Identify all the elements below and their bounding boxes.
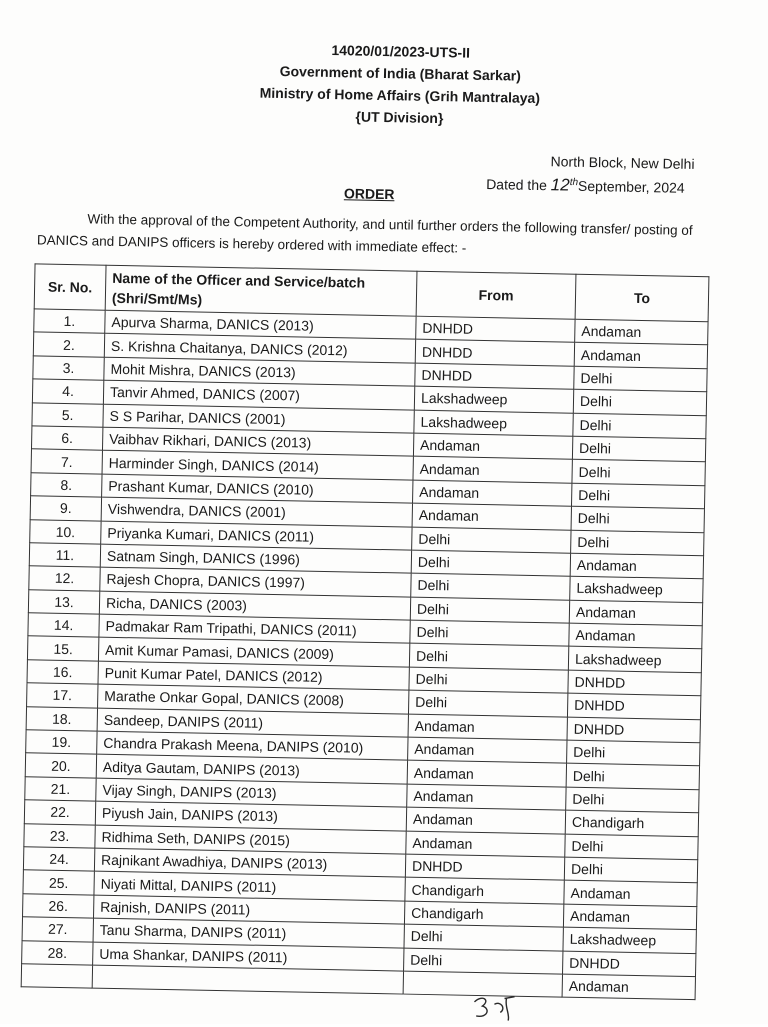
cell-to: Delhi	[572, 436, 705, 462]
cell-sr-no: 24.	[23, 847, 94, 872]
cell-to: Lakshadweep	[563, 927, 696, 953]
cell-from: Andaman	[413, 433, 572, 459]
cell-sr-no: 17.	[27, 683, 98, 708]
cell-officer-name: Chandra Prakash Meena, DANIPS (2010)	[97, 731, 408, 760]
cell-sr-no: 12.	[29, 566, 100, 591]
cell-from: Lakshadweep	[414, 386, 573, 412]
cell-sr-no: 3.	[33, 356, 104, 381]
order-title: ORDER	[343, 185, 395, 203]
cell-sr-no: 25.	[23, 870, 94, 895]
cell-officer-name: Amit Kumar Pamasi, DANICS (2009)	[98, 638, 409, 667]
cell-to: Delhi	[567, 740, 700, 766]
cell-to: Delhi	[571, 530, 704, 556]
cell-to: Andaman	[570, 553, 703, 579]
cell-from: DNHDD	[415, 340, 574, 366]
cell-to: Chandigarh	[565, 810, 698, 836]
cell-officer-name: Marathe Onkar Gopal, DANICS (2008)	[98, 684, 409, 713]
cell-officer-name: Tanu Sharma, DANIPS (2011)	[93, 918, 404, 947]
cell-to: Andaman	[574, 343, 707, 369]
document-content	[8, 0, 768, 996]
cell-to: DNHDD	[568, 670, 701, 696]
cell-to: Delhi	[564, 857, 697, 883]
cell-to: Lakshadweep	[568, 647, 701, 673]
date-suffix: th	[569, 176, 579, 189]
cell-to: DNHDD	[567, 693, 700, 719]
cell-sr-no: 15.	[27, 636, 98, 661]
cell-officer-name: Satnam Singh, DANICS (1996)	[100, 544, 411, 573]
cell-officer-name	[92, 965, 403, 994]
cell-to: Delhi	[571, 483, 704, 509]
cell-from: Delhi	[404, 924, 563, 950]
cell-officer-name: Mohit Mishra, DANICS (2013)	[104, 357, 415, 386]
cell-officer-name: Rajnikant Awadhiya, DANIPS (2013)	[94, 848, 405, 877]
cell-to: Delhi	[572, 460, 705, 486]
cell-from: Lakshadweep	[414, 410, 573, 436]
cell-sr-no: 22.	[24, 800, 95, 825]
cell-officer-name: Padmakar Ram Tripathi, DANICS (2011)	[99, 614, 410, 643]
transfer-table	[21, 263, 710, 1000]
document-header	[5, 33, 768, 136]
cell-officer-name: S. Krishna Chaitanya, DANICS (2012)	[104, 334, 415, 363]
cell-officer-name: Priyanka Kumari, DANICS (2011)	[101, 521, 412, 550]
cell-sr-no: 18.	[26, 706, 97, 731]
cell-to: DNHDD	[563, 951, 696, 977]
cell-sr-no: 14.	[28, 613, 99, 638]
cell-from: Andaman	[406, 831, 565, 857]
cell-from: Delhi	[408, 690, 567, 716]
cell-from: Delhi	[411, 550, 570, 576]
date-rest: September, 2024	[577, 177, 685, 196]
cell-sr-no: 13.	[28, 589, 99, 614]
header-name	[105, 265, 417, 316]
date-day: 12	[550, 175, 570, 195]
cell-from: Andaman	[413, 456, 572, 482]
cell-from: Delhi	[409, 667, 568, 693]
cell-from: DNHDD	[415, 363, 574, 389]
cell-officer-name: Piyush Jain, DANIPS (2013)	[95, 801, 406, 830]
cell-to: Delhi	[573, 413, 706, 439]
cell-officer-name: Sandeep, DANIPS (2011)	[97, 708, 408, 737]
date-prefix: Dated the	[486, 175, 548, 194]
ministry-name: Ministry of Home Affairs (Grih Mantralaya)	[259, 84, 541, 107]
cell-to: Andaman	[575, 319, 708, 345]
cell-from: DNHDD	[405, 854, 564, 880]
cell-officer-name: Uma Shankar, DANIPS (2011)	[93, 942, 404, 971]
cell-to: Andaman	[563, 904, 696, 930]
division-name: {UT Division}	[355, 108, 444, 127]
header-to: To	[575, 274, 709, 322]
cell-sr-no: 23.	[24, 823, 95, 848]
cell-from: Chandigarh	[404, 901, 563, 927]
cell-officer-name: S S Parihar, DANICS (2001)	[103, 404, 414, 433]
cell-sr-no: 7.	[31, 449, 102, 474]
cell-sr-no: 20.	[25, 753, 96, 778]
cell-sr-no: 21.	[25, 777, 96, 802]
date-line	[486, 174, 685, 198]
cell-from: Delhi	[404, 948, 563, 974]
cell-from: Delhi	[409, 644, 568, 670]
cell-to: Delhi	[571, 506, 704, 532]
cell-sr-no	[21, 964, 92, 989]
cell-to: Andaman	[564, 881, 697, 907]
cell-sr-no: 27.	[22, 917, 93, 942]
cell-to: Delhi	[566, 764, 699, 790]
cell-sr-no: 11.	[29, 543, 100, 568]
cell-from: Andaman	[406, 807, 565, 833]
cell-from: Delhi	[412, 527, 571, 553]
cell-sr-no: 19.	[26, 730, 97, 755]
cell-sr-no: 1.	[34, 309, 105, 334]
cell-officer-name: Tanvir Ahmed, DANICS (2007)	[103, 380, 414, 409]
cell-officer-name: Rajnish, DANIPS (2011)	[93, 895, 404, 924]
cell-sr-no: 2.	[33, 332, 104, 357]
cell-officer-name: Aditya Gautam, DANIPS (2013)	[96, 755, 407, 784]
cell-from: Andaman	[413, 480, 572, 506]
cell-sr-no: 8.	[31, 473, 102, 498]
intro-paragraph: With the approval of the Competent Authority, and until further orders the following transfer/ posting of DANICS and DANIPS officers is hereby ordered with immediate effect: -	[36, 211, 693, 256]
cell-from: Delhi	[411, 573, 570, 599]
cell-to: Andaman	[569, 600, 702, 626]
cell-officer-name: Apurva Sharma, DANICS (2013)	[105, 310, 416, 339]
cell-sr-no: 6.	[31, 426, 102, 451]
cell-to: Delhi	[565, 834, 698, 860]
initials-signature	[470, 992, 531, 1023]
header-name-sub: (Shri/Smt/Ms)	[111, 289, 203, 308]
cell-officer-name: Vijay Singh, DANIPS (2013)	[96, 778, 407, 807]
cell-officer-name: Punit Kumar Patel, DANICS (2012)	[98, 661, 409, 690]
cell-officer-name: Ridhima Seth, DANIPS (2015)	[95, 825, 406, 854]
cell-from: Andaman	[408, 714, 567, 740]
government-name: Government of India (Bharat Sarkar)	[279, 63, 521, 84]
header-from: From	[416, 271, 576, 319]
cell-from: Andaman	[408, 737, 567, 763]
place-line: North Block, New Delhi	[550, 153, 695, 172]
cell-officer-name: Rajesh Chopra, DANICS (1997)	[100, 567, 411, 596]
cell-officer-name: Harminder Singh, DANICS (2014)	[102, 451, 413, 480]
cell-officer-name: Vishwendra, DANICS (2001)	[101, 497, 412, 526]
file-number: 14020/01/2023-UTS-II	[331, 42, 471, 61]
cell-officer-name: Richa, DANICS (2003)	[99, 591, 410, 620]
cell-sr-no: 4.	[32, 379, 103, 404]
cell-to: DNHDD	[567, 717, 700, 743]
cell-from: Andaman	[412, 503, 571, 529]
cell-from: Andaman	[407, 761, 566, 787]
header-name-title: Name of the Officer and Service/batch	[112, 269, 366, 291]
cell-to: Lakshadweep	[570, 576, 703, 602]
cell-sr-no: 5.	[32, 402, 103, 427]
cell-officer-name: Prashant Kumar, DANICS (2010)	[102, 474, 413, 503]
cell-from: DNHDD	[416, 316, 575, 342]
cell-to: Delhi	[573, 389, 706, 415]
cell-sr-no: 26.	[23, 894, 94, 919]
cell-to: Delhi	[574, 366, 707, 392]
cell-to: Andaman	[569, 623, 702, 649]
cell-sr-no: 9.	[30, 496, 101, 521]
cell-from: Chandigarh	[405, 877, 564, 903]
cell-officer-name: Vaibhav Rikhari, DANICS (2013)	[102, 427, 413, 456]
cell-to: Delhi	[566, 787, 699, 813]
cell-sr-no: 16.	[27, 660, 98, 685]
table-body	[21, 309, 708, 1000]
cell-sr-no: 28.	[22, 940, 93, 965]
cell-from: Andaman	[407, 784, 566, 810]
cell-to: Andaman	[562, 974, 695, 1000]
cell-from: Delhi	[410, 620, 569, 646]
header-sr-no: Sr. No.	[34, 264, 106, 310]
cell-from: Delhi	[410, 597, 569, 623]
cell-sr-no: 10.	[30, 519, 101, 544]
cell-officer-name: Niyati Mittal, DANIPS (2011)	[94, 871, 405, 900]
